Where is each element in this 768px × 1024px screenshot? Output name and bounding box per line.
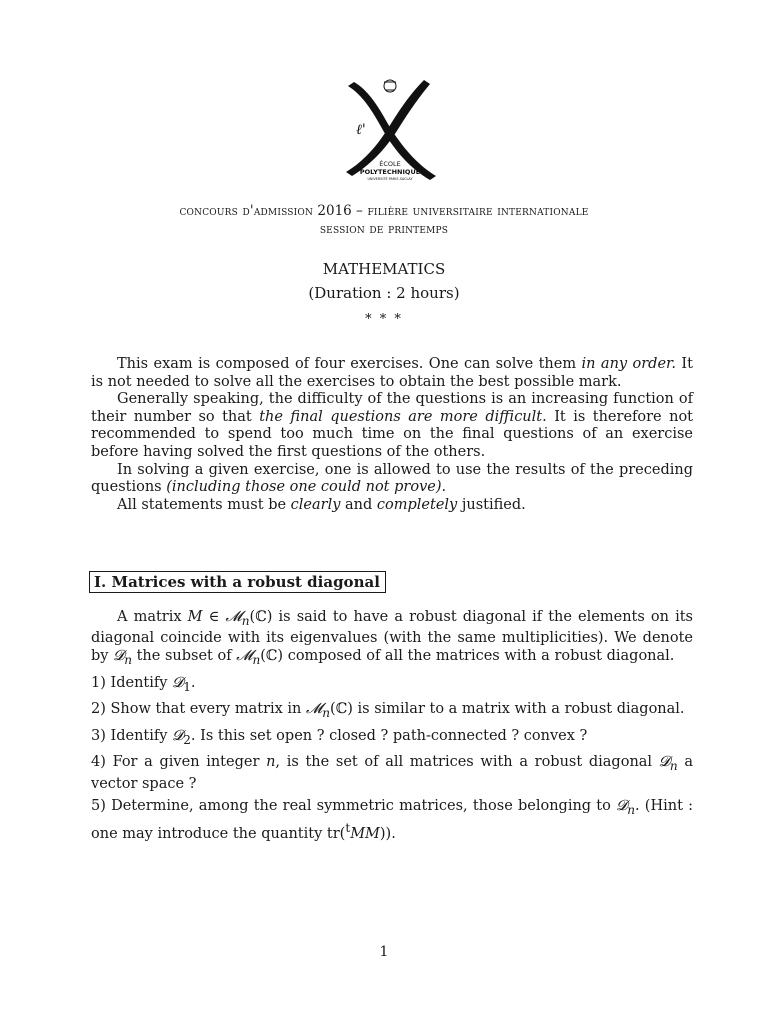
instructions-paragraph-2: Generally speaking, the difficulty of the questions is an increasing function of their number so that the final questions are more difficult. It is therefore not recommended to spend too much time on the final questions of an exercise before having solved the first questions of the others. [91, 391, 694, 460]
instructions-paragraph-1: This exam is composed of four exercises. One can solve them in any order. It is not needed to solve all the exercises to obtain the best possible mark. [91, 356, 693, 390]
section-heading: I. Matrices with a robust diagonal [89, 571, 386, 593]
separator-stars: * * * [365, 312, 403, 327]
exercise-1-body [91, 609, 693, 843]
exam-instructions [91, 356, 693, 514]
polytechnique-x-emblem [338, 72, 442, 190]
contest-year: 2016 [317, 203, 352, 219]
question-4: 4) For a given integer n, is the set of all matrices with a robust diagonal 𝓓$_n$ a vector space ? [91, 754, 693, 792]
exercise-intro: A matrix M ∈ 𝓜$_n$(ℂ) is said to have a robust diagonal if the elements on its diagonal coincide with its eigenvalues (with the same multiplicities). We denote by 𝓓$_n$ the subset of 𝓜$_n$(ℂ) composed of all the matrices with a robust diagonal. [91, 609, 693, 667]
session-label: session de printemps [319, 221, 449, 237]
ecole-polytechnique-logo [338, 72, 442, 190]
instructions-paragraph-4: All statements must be clearly and completely justified. [117, 496, 526, 513]
svg-text:UNIVERSITÉ PARIS-SACLAY: UNIVERSITÉ PARIS-SACLAY [367, 177, 413, 181]
contest-title [0, 203, 768, 219]
contest-track: – filière universitaire internationale [356, 203, 589, 219]
svg-text:ℓ': ℓ' [356, 122, 366, 138]
question-5: 5) Determine, among the real symmetric matrices, those belonging to 𝓓$_n$. (Hint : one may introduce the quantity tr($^t$MM)). [91, 798, 693, 842]
question-3: 3) Identify 𝓓$_2$. Is this set open ? closed ? path-connected ? convex ? [91, 727, 588, 747]
page-number: 1 [379, 944, 389, 960]
duration-label: (Duration : 2 hours) [308, 284, 460, 302]
instructions-paragraph-3: In solving a given exercise, one is allowed to use the results of the preceding questions (including those one could not prove). [91, 461, 693, 496]
contest-prefix: concours d'admission [179, 203, 314, 219]
svg-text:ÉCOLE: ÉCOLE [379, 160, 401, 168]
question-1: 1) Identify 𝓓$_1$. [91, 674, 196, 694]
svg-text:POLYTECHNIQUE: POLYTECHNIQUE [359, 168, 421, 176]
question-2: 2) Show that every matrix in 𝓜$_n$(ℂ) is similar to a matrix with a robust diagonal. [91, 701, 685, 720]
subject-title: MATHEMATICS [322, 260, 446, 278]
crest-icon [384, 80, 396, 92]
